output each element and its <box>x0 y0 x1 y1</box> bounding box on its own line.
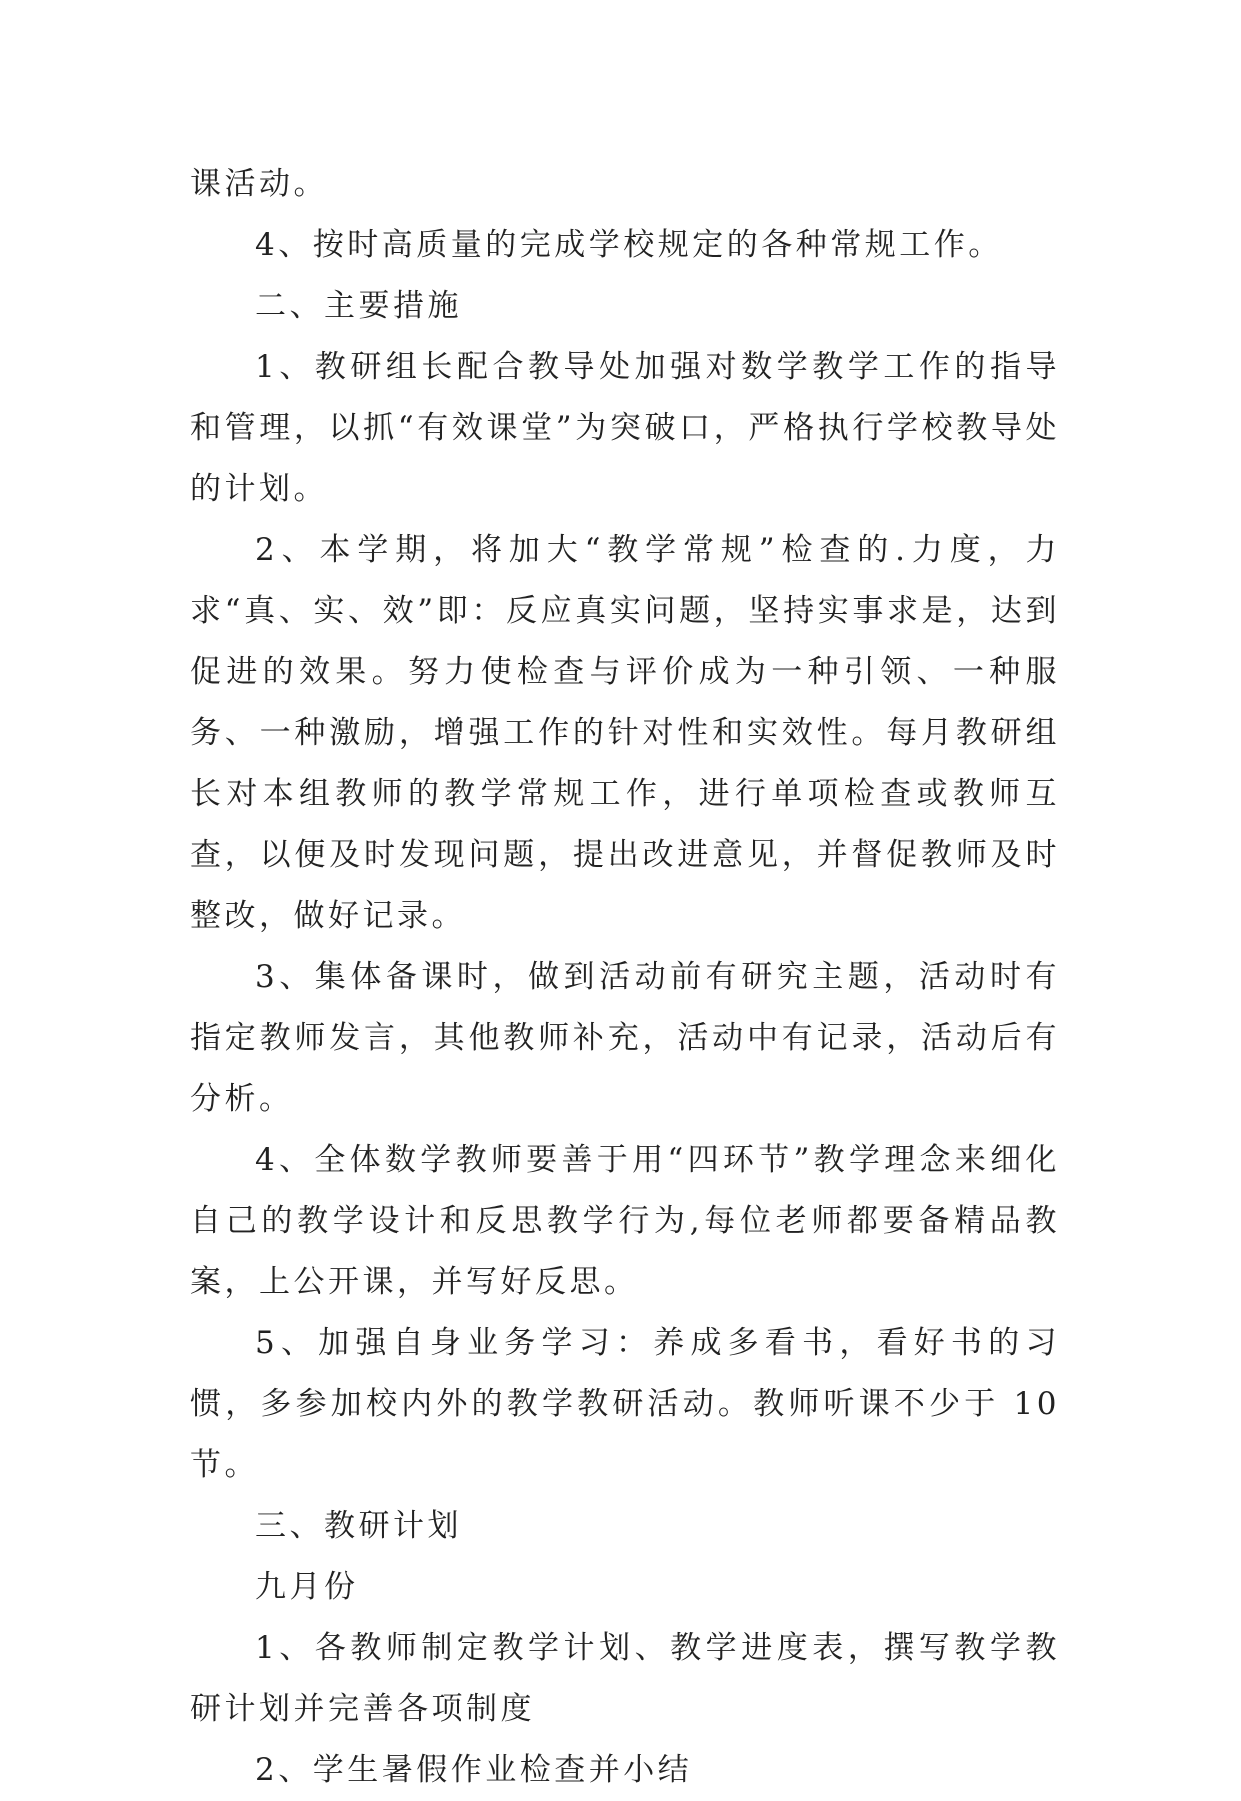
paragraph-plan-1: 1、各教师制定教学计划、教学进度表，撰写教学教研计划并完善各项制度 <box>190 1630 1060 1727</box>
paragraph-measure-3: 3、集体备课时，做到活动前有研究主题，活动时有指定教师发言，其他教师补充，活动中有记录，活动后有分析。 <box>190 959 1060 1117</box>
month-heading-september: 九月份 <box>255 1569 359 1605</box>
section-heading-measures: 二、主要措施 <box>255 288 462 324</box>
paragraph-measure-4: 4、全体数学教师要善于用“四环节”教学理念来细化自己的教学设计和反思教学行为,每位老师都要备精品教案，上公开课，并写好反思。 <box>190 1142 1060 1300</box>
paragraph-measure-1: 1、教研组长配合教导处加强对数学教学工作的指导和管理，以抓“有效课堂”为突破口，严格执行学校教导处的计划。 <box>190 349 1060 507</box>
paragraph-measure-2: 2、本学期，将加大“教学常规”检查的.力度，力求“真、实、效”即：反应真实问题，坚持实事求是，达到促进的效果。努力使检查与评价成为一种引领、一种服务、一种激励，增强工作的针对性和实效性。每月教研组长对本组教师的教学常规工作，进行单项检查或教师互查，以便及时发现问题，提出改进意见，并督促教师及时整改，做好记录。 <box>190 532 1060 934</box>
paragraph-measure-5: 5、加强自身业务学习：养成多看书，看好书的习惯，多参加校内外的教学教研活动。教师听课不少于 10 节。 <box>190 1325 1060 1483</box>
paragraph-plan-2: 2、学生暑假作业检查并小结 <box>255 1752 693 1788</box>
paragraph-1: 课活动。 <box>190 166 328 202</box>
section-heading-plan: 三、教研计划 <box>255 1508 462 1544</box>
paragraph-2: 4、按时高质量的完成学校规定的各种常规工作。 <box>255 227 1003 263</box>
document-body <box>190 154 1060 1801</box>
